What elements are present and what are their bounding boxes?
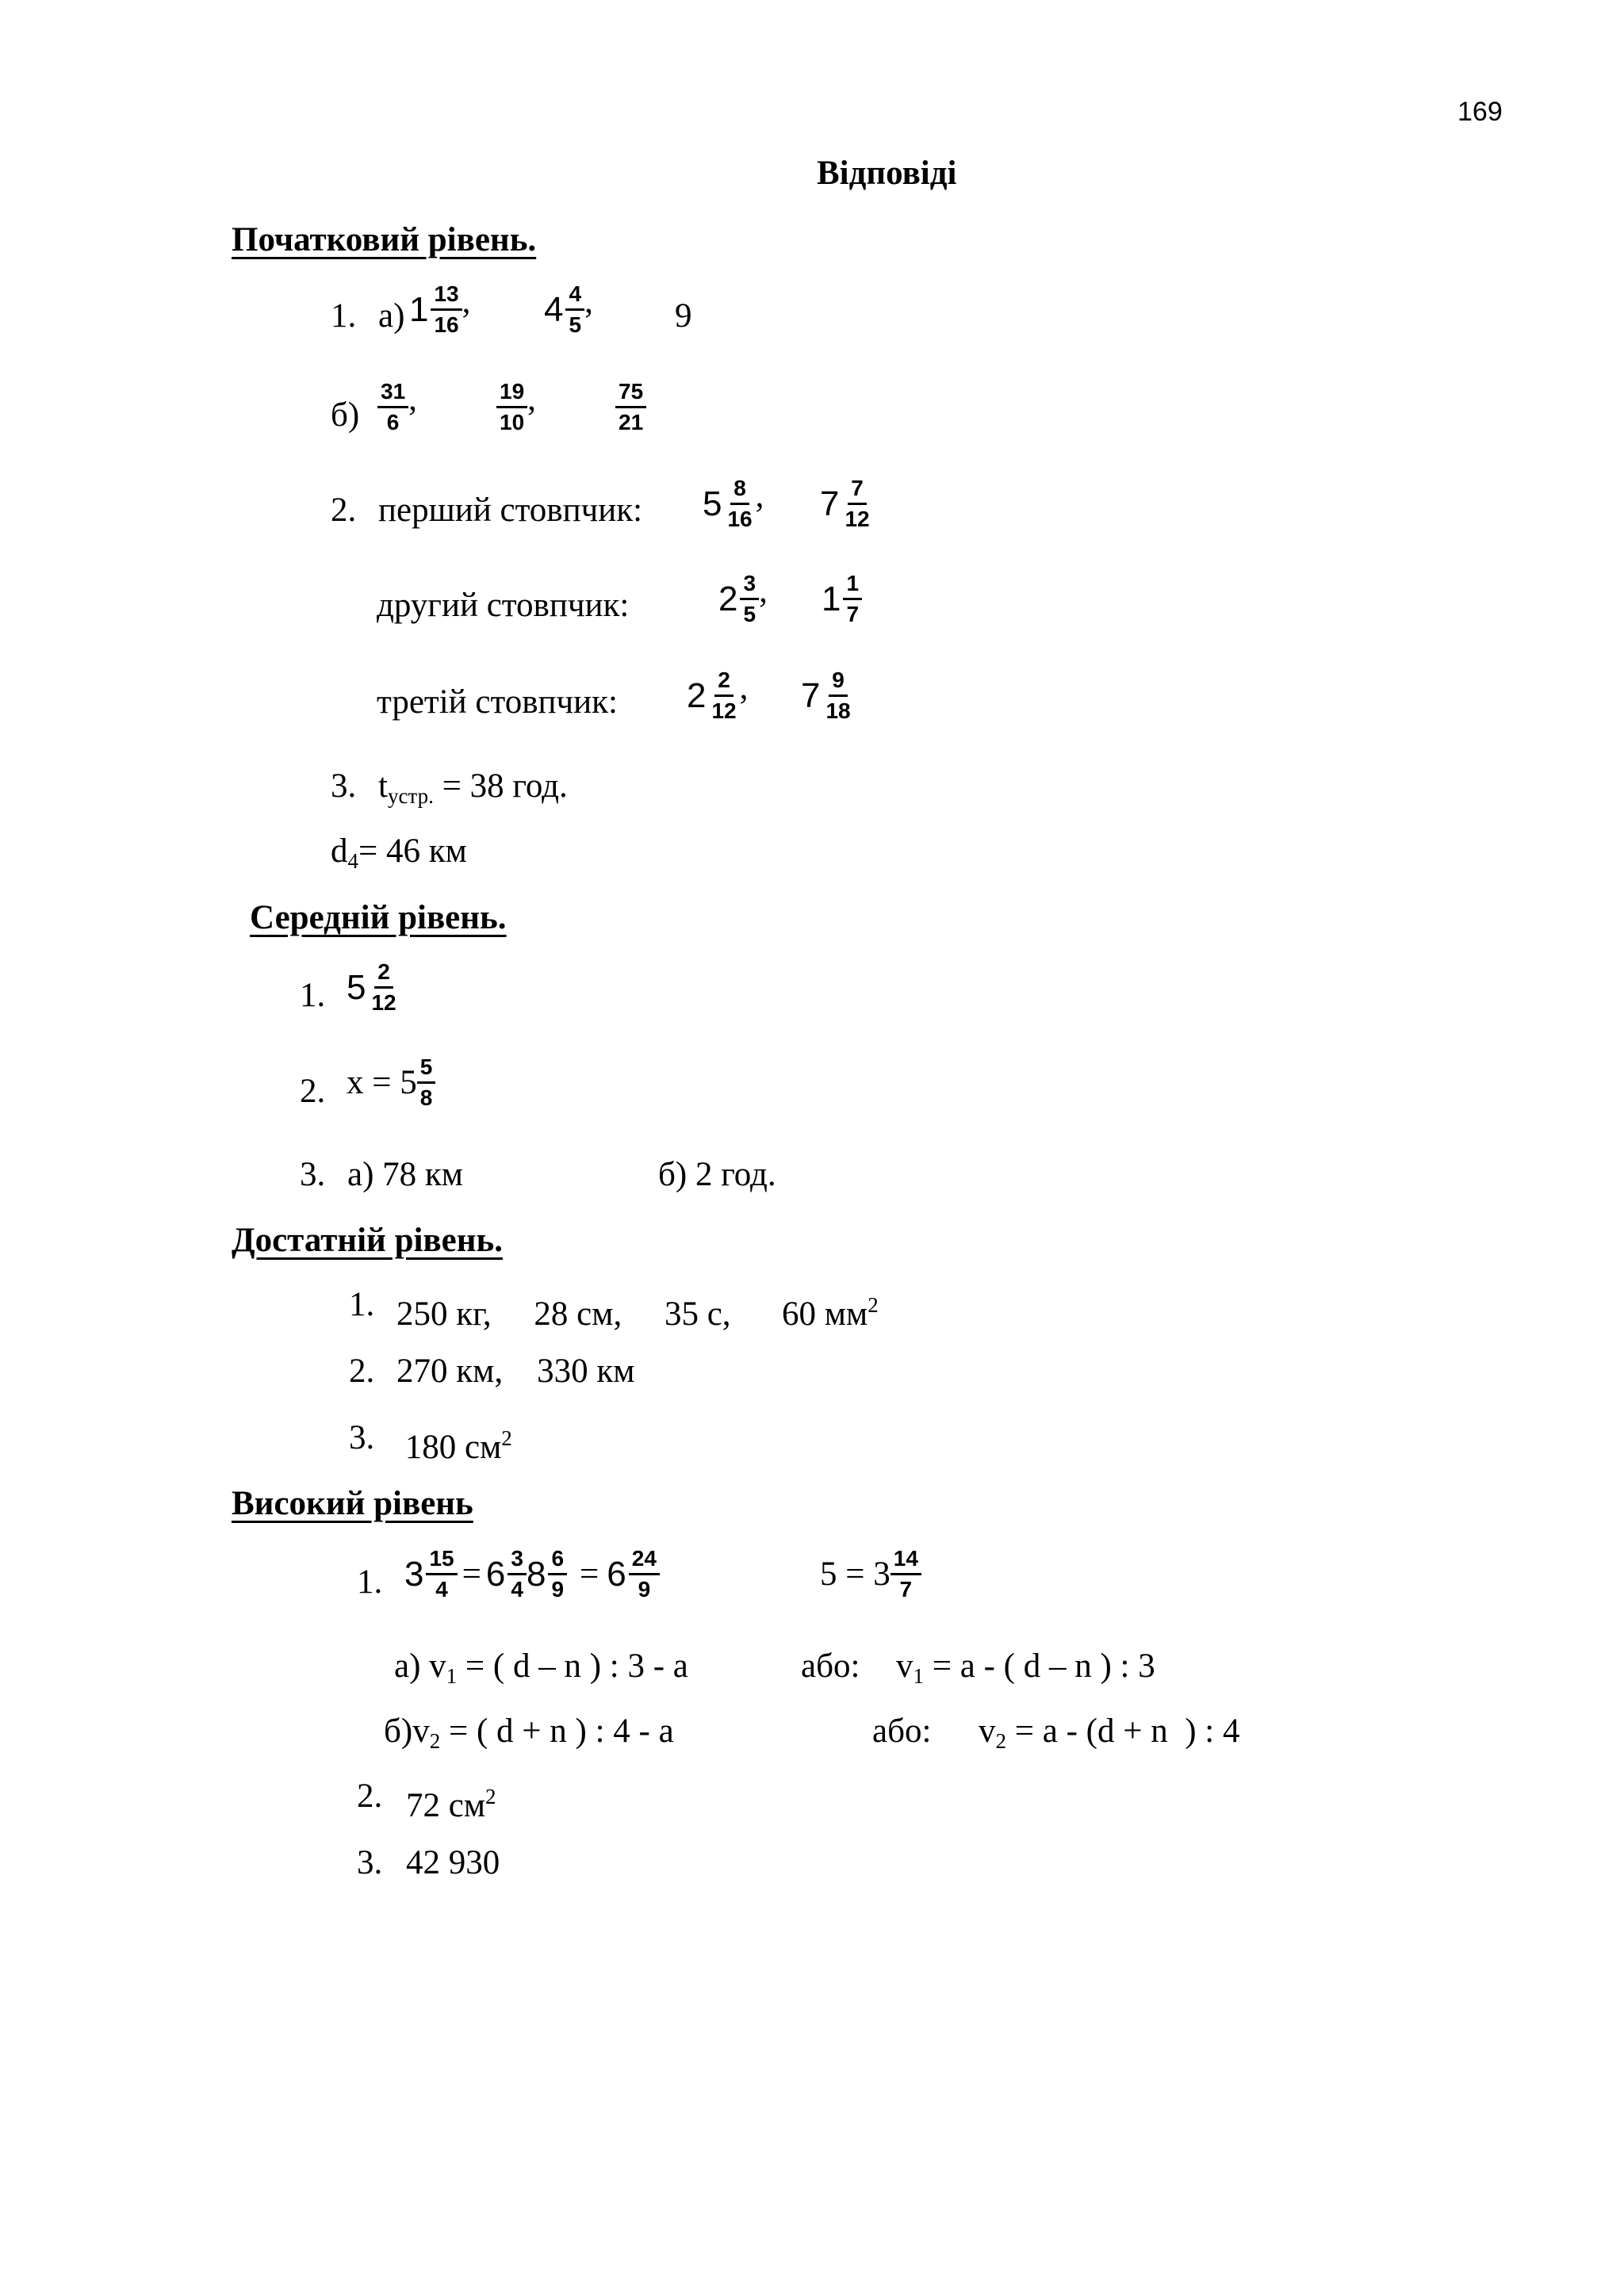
initial-q3-distance (331, 832, 467, 880)
high-q1-b-or: або: (872, 1712, 932, 1750)
denominator: 21 (619, 410, 644, 434)
denominator: 12 (371, 990, 396, 1015)
middle-q2-number: 2. (300, 1073, 326, 1110)
high-q1-b-alt-formula (979, 1712, 1240, 1760)
denominator: 12 (845, 507, 870, 531)
high-q2-number: 2. (357, 1777, 383, 1815)
sufficient-q1-number: 1. (349, 1286, 375, 1323)
denominator: 4 (511, 1577, 523, 1601)
initial-q1-b-fraction-2: $\frac{19}{10}$ , (496, 379, 536, 435)
d-value: = 46 км (358, 832, 467, 870)
heading-sufficient-level: Достатній рівень. (232, 1222, 504, 1259)
denominator: 7 (846, 602, 860, 626)
numerator: 6 (548, 1546, 567, 1575)
initial-q3-meeting-time (378, 767, 568, 815)
numerator: 24 (629, 1546, 660, 1575)
whole: 1 (822, 579, 841, 618)
numerator: 4 (565, 281, 584, 311)
numerator: 75 (615, 379, 646, 408)
high-q2-answer (406, 1777, 496, 1825)
denominator: 5 (569, 312, 582, 337)
numerator: 3 (508, 1546, 527, 1575)
d-subscript: 4 (347, 849, 358, 873)
page-title: Відповіді (817, 155, 957, 192)
v-variable: v (896, 1647, 914, 1685)
initial-q1-number: 1. (331, 297, 357, 335)
high-q1-a-alt-formula (896, 1647, 1155, 1695)
answer-text: 180 см (396, 1429, 502, 1466)
whole: 8 (526, 1554, 546, 1594)
denominator: 8 (419, 1085, 433, 1110)
numerator: 3 (740, 571, 759, 600)
whole: 6 (485, 1554, 506, 1594)
initial-q2-col2-label: другий стовпчик: (377, 587, 630, 624)
initial-q2-col1-value-2 (820, 476, 873, 532)
high-q1-rhs (820, 1546, 921, 1602)
numerator: 7 (848, 476, 867, 505)
whole: 7 (801, 675, 821, 715)
initial-q3-number: 3. (331, 767, 357, 805)
sufficient-q3-answer (396, 1419, 512, 1467)
initial-q2-col1-value-1: 5 $\frac{8}{16}$ , (703, 476, 764, 531)
page-number: 169 (1457, 97, 1503, 127)
numerator: 2 (374, 959, 393, 989)
high-q3-number: 3. (357, 1844, 383, 1881)
whole: 2 (718, 579, 738, 618)
b-text: = ( d + n ) : 4 - a (440, 1712, 674, 1750)
a-subscript: 1 (446, 1664, 458, 1688)
answer-text: 250 кг, 28 см, 35 с, 60 мм (396, 1295, 868, 1333)
initial-q1-b-fraction-1: $\frac{31}{6}$ , (377, 379, 417, 435)
middle-q1-number: 1. (300, 977, 326, 1014)
middle-q2-answer (347, 1054, 435, 1111)
t-variable: t (378, 767, 388, 805)
a-text: = ( d – n ) : 3 - a (457, 1647, 688, 1685)
d-variable: d (331, 832, 348, 870)
numerator: 15 (426, 1546, 457, 1575)
whole: 2 (687, 675, 707, 715)
t-subscript: устр. (387, 784, 434, 808)
denominator: 12 (711, 698, 737, 723)
whole: 6 (607, 1554, 626, 1594)
middle-q3-answer-a: а) 78 км (347, 1156, 464, 1193)
denominator: 6 (386, 410, 400, 434)
superscript: 2 (485, 1785, 496, 1808)
denominator: 10 (500, 410, 525, 434)
initial-q2-col3-value-2 (801, 668, 854, 724)
whole: 5 (703, 484, 722, 523)
sufficient-q3-number: 3. (349, 1419, 375, 1456)
heading-high-level: Високий рівень (232, 1485, 473, 1522)
denominator: 16 (727, 507, 753, 531)
sufficient-q1-answer (396, 1286, 879, 1334)
whole: 3 (404, 1554, 424, 1594)
denominator: 16 (434, 312, 459, 337)
t-value: = 38 год. (433, 767, 568, 805)
v-subscript: 2 (995, 1729, 1006, 1753)
denominator: 5 (743, 602, 756, 626)
numerator: 31 (377, 379, 408, 408)
high-q3-answer: 42 930 (406, 1844, 500, 1881)
initial-q1-a-fraction-2: 4 $\frac{4}{5}$ , (544, 281, 593, 337)
answer-text: 72 см (406, 1787, 486, 1824)
alt-text: = a - ( d – n ) : 3 (924, 1647, 1155, 1685)
a-label: а) v (394, 1647, 446, 1685)
middle-q3-number: 3. (300, 1156, 326, 1193)
numerator: 9 (829, 668, 848, 697)
denominator: 9 (551, 1577, 565, 1601)
initial-q1-b-fraction-3 (615, 379, 646, 435)
initial-q2-col2-value-2 (822, 571, 862, 627)
whole: 7 (820, 484, 840, 523)
initial-q1-a-fraction-1: 1 $\frac{13}{16}$ , (409, 281, 471, 337)
high-q1-number: 1. (357, 1563, 383, 1601)
heading-initial-level: Початковий рівень. (232, 221, 537, 258)
numerator: 13 (431, 281, 462, 311)
rhs-prefix: 5 = 3 (820, 1556, 891, 1593)
sufficient-q2-number: 2. (349, 1353, 375, 1390)
middle-q1-answer (347, 959, 400, 1016)
numerator: 19 (496, 379, 527, 408)
high-q1-expression (404, 1546, 660, 1602)
initial-q1-a-value-3: 9 (675, 297, 692, 335)
denominator: 18 (825, 698, 851, 723)
initial-q2-col3-label: третій стовпчик: (377, 683, 619, 721)
initial-q1-a-label: а) (378, 297, 405, 335)
x-equals: x = 5 (347, 1064, 417, 1101)
high-q1-a-formula (394, 1647, 688, 1695)
v-subscript: 1 (913, 1664, 924, 1688)
initial-q2-col1-label: перший стовпчик: (378, 492, 643, 529)
sufficient-q2-answer: 270 км, 330 км (396, 1353, 635, 1390)
initial-q2-number: 2. (331, 492, 357, 529)
v-variable: v (979, 1712, 996, 1750)
denominator: 9 (638, 1577, 651, 1601)
b-subscript: 2 (429, 1729, 441, 1753)
equals-sign: = (462, 1556, 481, 1593)
numerator: 5 (417, 1054, 436, 1084)
numerator: 2 (714, 668, 733, 697)
numerator: 14 (891, 1546, 921, 1575)
numerator: 8 (730, 476, 749, 505)
superscript: 2 (868, 1293, 879, 1317)
high-q1-a-or: або: (801, 1647, 860, 1685)
numerator: 1 (843, 571, 862, 600)
whole: 1 (409, 289, 429, 329)
denominator: 7 (899, 1577, 913, 1601)
b-label: б)v (384, 1712, 430, 1750)
whole: 5 (347, 967, 366, 1007)
high-q1-b-formula (384, 1712, 674, 1760)
whole: 4 (544, 289, 564, 329)
superscript: 2 (501, 1426, 512, 1450)
alt-text: = a - (d + n ) : 4 (1006, 1712, 1240, 1750)
heading-middle-level: Середній рівень. (250, 899, 507, 936)
denominator: 4 (435, 1577, 448, 1601)
equals-sign: = (580, 1556, 599, 1593)
initial-q2-col2-value-1: 2 $\frac{3}{5}$ , (718, 571, 768, 626)
initial-q1-b-label: б) (331, 396, 360, 434)
middle-q3-answer-b: б) 2 год. (658, 1156, 776, 1193)
initial-q2-col3-value-1: 2 $\frac{2}{12}$ , (687, 668, 749, 723)
